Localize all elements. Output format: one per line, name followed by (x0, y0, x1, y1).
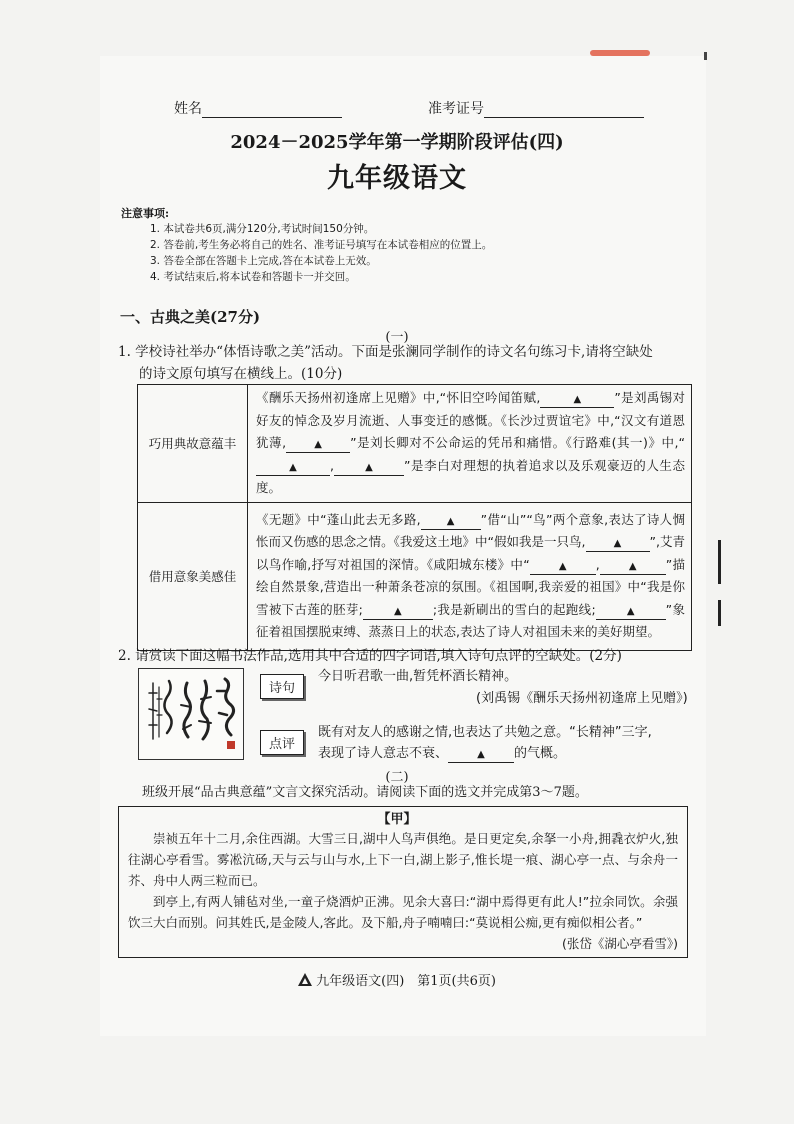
name-line (202, 103, 342, 118)
page-footer (0, 970, 794, 990)
poem-text: ”借“山”“鸟”两个意象,表达了诗人惆怅而又伤感的思念之情。《我爱这土地》中“假如我是一只鸟, (256, 511, 685, 549)
answer-blank[interactable] (540, 393, 614, 408)
activity-instruction: 班级开展“品古典意蕴”文言文探究活动。请阅读下面的选文并完成第3～7题。 (142, 785, 588, 800)
answer-blank[interactable] (600, 560, 666, 575)
answer-blank[interactable] (530, 560, 596, 575)
question-1-line: 的诗文原句填写在横线上。(10分) (139, 366, 343, 382)
footer-text: 九年级语文(四) 第1页(共6页) (316, 974, 496, 989)
comment-part: 表现了诗人意志不衰、 (318, 746, 449, 761)
question-2-stem: 2. 请赏读下面这幅书法作品,选用其中合适的四字词语,填入诗句点评的空缺处。(2分) (118, 648, 622, 664)
blank-marker-icon: ▲ (289, 461, 297, 473)
section-heading: 一、古典之美(27分) (120, 308, 261, 326)
passage-source: (张岱《湖心亭看雪》) (561, 936, 678, 951)
answer-blank[interactable] (334, 461, 404, 476)
poem-text: , (595, 556, 600, 572)
blank-marker-icon: ▲ (626, 605, 635, 617)
table-row (138, 385, 692, 503)
row-text (248, 385, 692, 503)
blank-marker-icon: ▲ (628, 560, 637, 572)
answer-blank[interactable] (421, 515, 481, 530)
logo-icon (298, 973, 312, 990)
row-label: 借用意象美感佳 (138, 502, 248, 650)
passage-paragraph: 崇祯五年十二月,余住西湖。大雪三日,湖中人鸟声俱绝。是日更定矣,余拏一小舟,拥毳衣炉火,独往湖心亭看雪。雾凇沆砀,天与云与山与水,上下一白,湖上影子,惟长堤一痕、湖心亭一点、与余舟一芥、舟中人两三粒而已。 (128, 831, 678, 888)
poem-text: ”描绘自然景象,营造出一种萧条苍凉的氛围。《祖国啊,我亲爱的祖国》中“我是你雪被下古莲的胚芽; (256, 556, 685, 617)
poem-text: , (330, 457, 334, 473)
blank-marker-icon: ▲ (573, 394, 582, 405)
table-row (138, 502, 692, 650)
id-line (484, 103, 644, 118)
blank-marker-icon: ▲ (446, 515, 455, 527)
notice-item: 2. 答卷前,考生务必将自己的姓名、准考证号填写在本试卷相应的位置上。 (150, 239, 493, 251)
comment-line (318, 743, 652, 764)
answer-blank[interactable] (286, 438, 350, 453)
poem-text: ”是刘禹锡对好友的悼念及岁月流逝、人事变迁的感慨。《长沙过贾谊宅》中,“汉文有道恩犹薄, (256, 390, 685, 450)
blank-marker-icon: ▲ (314, 439, 322, 450)
question-1-stem (118, 341, 653, 385)
notice-item: 1. 本试卷共6页,满分120分,考试时间150分钟。 (150, 223, 375, 235)
scan-edge-mark (718, 540, 721, 584)
name-field (174, 98, 342, 118)
poem-text: ”是刘长卿对不公命运的凭吊和痛惜。《行路难(其一)》中,“ (350, 435, 685, 450)
poem-text: ;我是新刷出的雪白的起跑线; (432, 601, 596, 617)
poem-line: 今日听君歌一曲,暂凭杯酒长精神。 (318, 669, 518, 684)
answer-blank[interactable] (363, 605, 433, 620)
scan-artifact-mark (590, 50, 650, 56)
scan-artifact-dot (704, 52, 707, 60)
poetry-practice-card (137, 384, 692, 651)
poem-tag: 诗句 (260, 674, 304, 699)
question-1-line: 1. 学校诗社举办“体悟诗歌之美”活动。下面是张澜同学制作的诗文名句练习卡,请将空缺处 (118, 344, 653, 360)
id-field (428, 98, 644, 118)
calligraphy-artwork (138, 668, 244, 760)
notice-heading: 注意事项: (121, 207, 170, 220)
answer-blank[interactable] (596, 605, 666, 620)
passage-heading: 【甲】 (377, 812, 417, 827)
comment-line: 既有对友人的感谢之情,也表达了共勉之意。“长精神”三字, (318, 725, 652, 740)
part-heading: (二) (385, 770, 409, 785)
comment-part: 的气概。 (514, 746, 567, 761)
notice-item: 4. 考试结束后,将本试卷和答题卡一并交回。 (150, 271, 356, 283)
comment-tag: 点评 (260, 730, 304, 755)
passage-paragraph: 到亭上,有两人铺毡对坐,一童子烧酒炉正沸。见余大喜曰:“湖中焉得更有此人!”拉余同饮。余强饮三大白而别。问其姓氏,是金陵人,客此。及下船,舟子喃喃曰:“莫说相公痴,更有痴似相公者。” (128, 894, 678, 930)
blank-marker-icon: ▲ (477, 749, 485, 760)
calligraphy-image (139, 669, 243, 759)
poem-source: (刘禹锡《酬乐天扬州初逢席上见赠》) (476, 691, 688, 706)
row-text (248, 502, 692, 650)
poem-text: ”象征着祖国摆脱束缚、蒸蒸日上的状态,表达了诗人对祖国未来的美好期望。 (256, 601, 685, 639)
exam-title: 2024－2025学年第一学期阶段评估(四) (230, 132, 564, 153)
blank-marker-icon: ▲ (365, 461, 373, 473)
answer-blank[interactable] (586, 537, 650, 552)
part-heading: (一) (385, 330, 409, 345)
scan-edge-mark (718, 600, 721, 626)
poem-text: ”是李白对理想的执着追求以及乐观豪迈的人生态度。 (256, 457, 685, 495)
poem-text: 《酬乐天扬州初逢席上见赠》中,“怀旧空吟闻笛赋, (256, 390, 541, 405)
comment-text (318, 722, 652, 764)
row-label: 巧用典故意蕴丰 (138, 385, 248, 503)
answer-blank[interactable] (256, 461, 330, 476)
notice-item: 3. 答卷全部在答题卡上完成,答在本试卷上无效。 (150, 255, 377, 267)
id-label: 准考证号 (428, 101, 484, 117)
blank-marker-icon: ▲ (558, 560, 567, 572)
name-label: 姓名 (174, 101, 202, 117)
blank-marker-icon: ▲ (394, 605, 402, 617)
poem-text: ”,艾青以鸟作喻,抒写对祖国的深情。《咸阳城东楼》中“ (256, 534, 686, 572)
blank-marker-icon: ▲ (613, 538, 622, 549)
answer-blank[interactable] (448, 748, 514, 763)
poem-text: 《无题》中“蓬山此去无多路, (256, 511, 421, 527)
subject-title: 九年级语文 (327, 163, 467, 194)
